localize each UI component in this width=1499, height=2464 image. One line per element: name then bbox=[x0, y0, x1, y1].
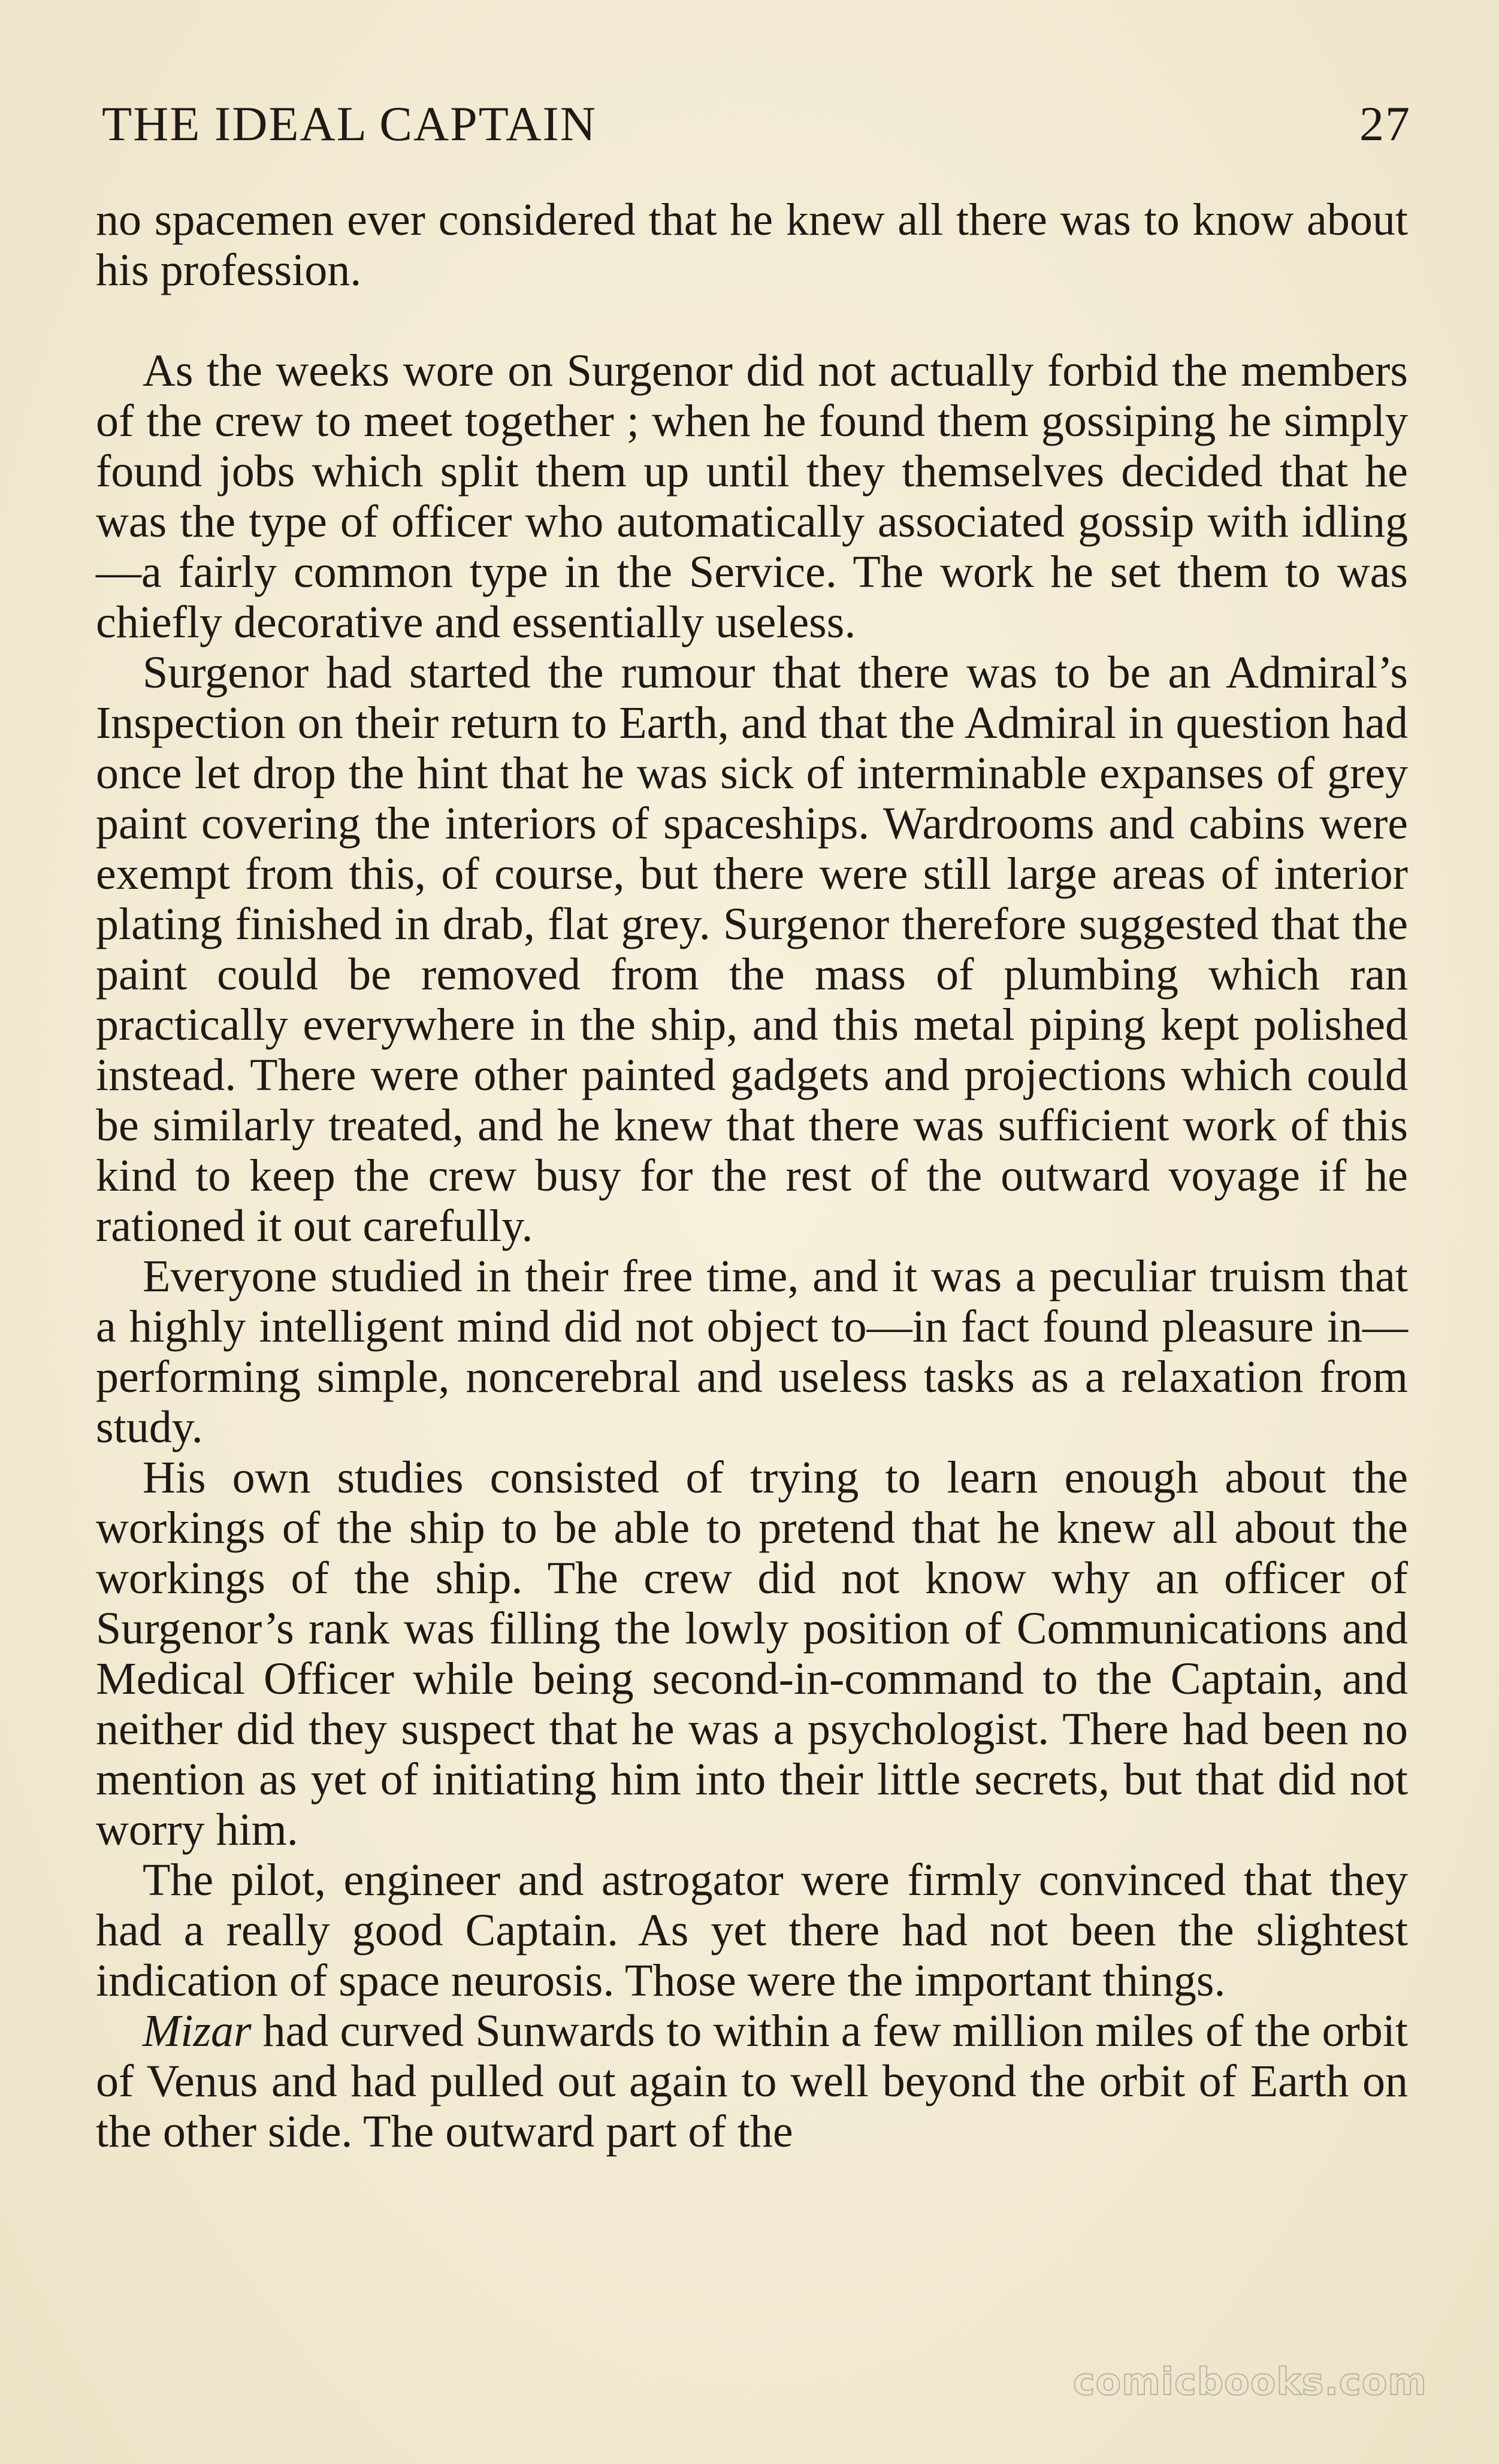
paragraph-7-text: had curved Sunwards to within a few million miles of the orbit of Venus and had pulled out again to well beyond the orbit of Earth on the other side. The outward part of the bbox=[96, 2006, 1408, 2157]
paragraph-7 bbox=[96, 2006, 1408, 2157]
ship-name: Mizar bbox=[143, 2006, 252, 2056]
paragraph-5: His own studies consisted of trying to learn enough about the workings of the ship to be able to pretend that he knew all about the workings of the ship. The crew did not know why an officer of Surgenor’s rank was filling the lowly position of Communications and Medical Officer while being second-in-command to the Captain, and neither did they suspect that he was a psychologist. There had been no mention as yet of initiating him into their little secrets, but that did not worry him. bbox=[96, 1452, 1408, 1855]
paragraph-2: As the weeks wore on Surgenor did not actually forbid the members of the crew to meet together ; when he found them gossiping he simply found jobs which split them up until they themselves decided that he was the type of officer who automatically associated gossip with idling—a fairly common type in the Service. The work he set them to was chiefly decorative and essentially useless. bbox=[96, 346, 1408, 647]
chapter-title: THE IDEAL CAPTAIN bbox=[102, 96, 597, 151]
paragraph-6: The pilot, engineer and astrogator were firmly convinced that they had a really good Captain. As yet there had not been the slightest indication of space neurosis. Those were the important things. bbox=[96, 1855, 1408, 2006]
paragraph-3: Surgenor had started the rumour that there was to be an Admiral’s Inspection on their return to Earth, and that the Admiral in question had once let drop the hint that he was sick of interminable expanses of grey paint covering the interiors of spaceships. Wardrooms and cabins were exempt from this, of course, but there were still large areas of interior plating finished in drab, flat grey. Surgenor therefore suggested that the paint could be removed from the mass of plumbing which ran practically everywhere in the ship, and this metal piping kept polished instead. There were other painted gadgets and projections which could be similarly treated, and he knew that there was sufficient work of this kind to keep the crew busy for the rest of the outward voyage if he rationed it out carefully. bbox=[96, 647, 1408, 1251]
page-number: 27 bbox=[1359, 96, 1411, 151]
watermark-logo: comicbooks.com bbox=[1072, 2360, 1427, 2404]
paragraph-4: Everyone studied in their free time, and it was a peculiar truism that a highly intelligent mind did not object to—in fact found pleasure in—performing simple, noncerebral and useless tasks as a relaxation from study. bbox=[96, 1251, 1408, 1452]
body-text bbox=[96, 195, 1408, 2157]
running-header bbox=[102, 96, 1411, 162]
paragraph-1: no spacemen ever considered that he knew all there was to know about his profession. bbox=[96, 195, 1408, 295]
